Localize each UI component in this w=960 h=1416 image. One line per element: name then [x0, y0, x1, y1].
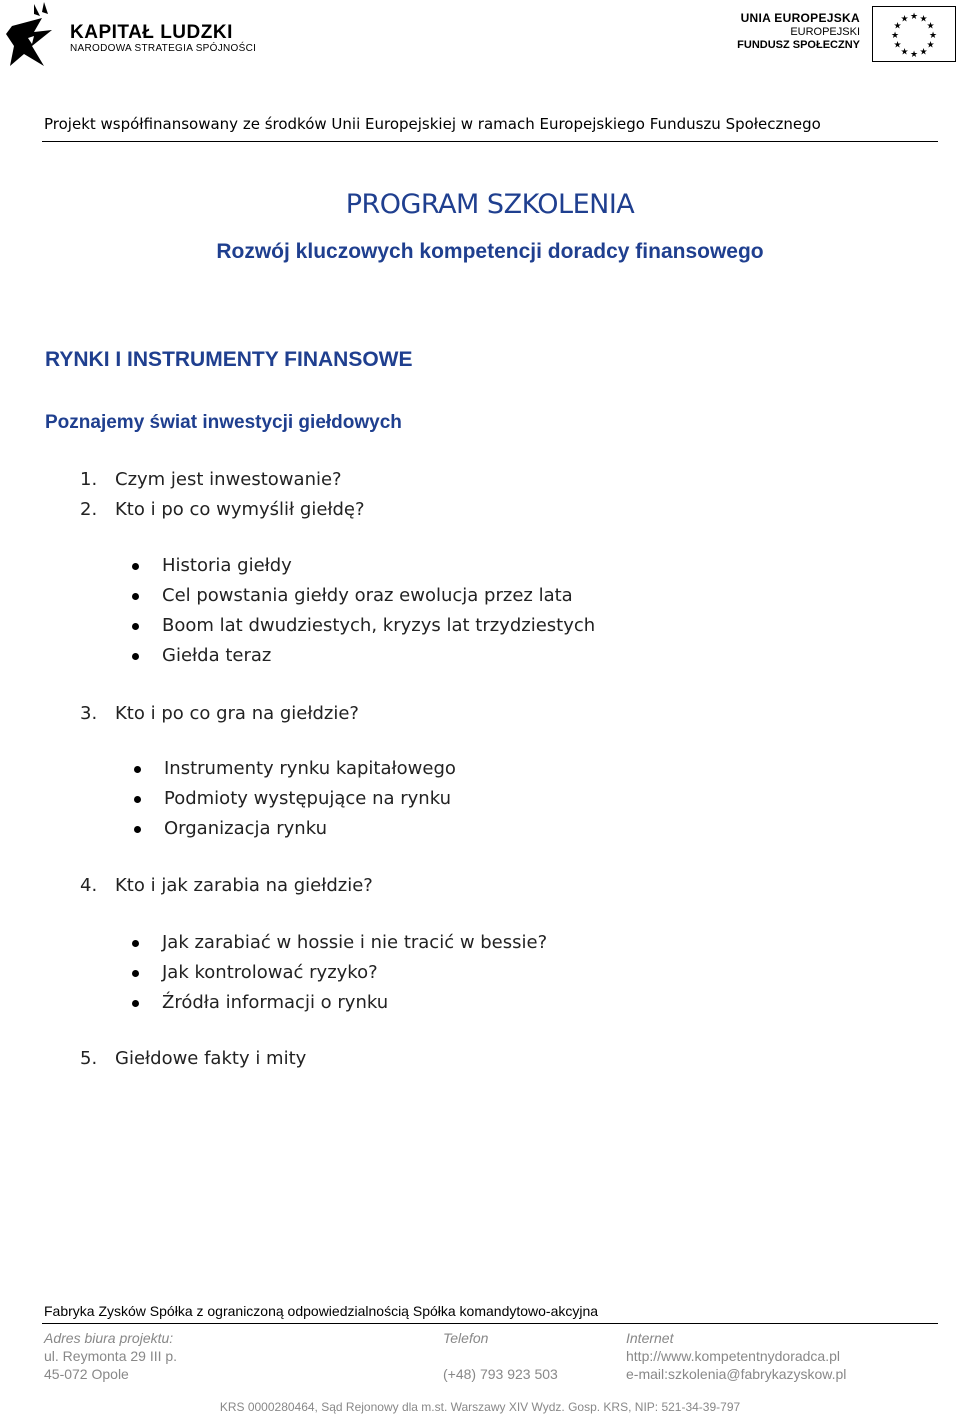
svg-text:★: ★	[890, 31, 900, 41]
item-text: Kto i po co wymyślił giełdę?	[115, 499, 365, 520]
item-number: 4.	[80, 875, 98, 896]
svg-text:★: ★	[900, 47, 909, 58]
bullet-icon	[132, 653, 139, 660]
svg-text:★: ★	[909, 50, 919, 60]
sub-section-heading: Poznajemy świat inwestycji giełdowych	[45, 412, 402, 433]
item-text: Kto i jak zarabia na giełdzie?	[115, 875, 373, 896]
kapital-ludzki-icon	[4, 2, 62, 70]
logo-title: KAPITAŁ LUDZKI	[70, 22, 233, 43]
bullet-icon	[132, 1000, 139, 1007]
svg-text:★: ★	[926, 40, 935, 51]
project-cofinancing-line: Projekt współfinansowany ze środków Unii Europejskiej w ramach Europejskiego Funduszu Społecznego	[44, 115, 821, 133]
bullet-text: Jak kontrolować ryzyko?	[162, 962, 378, 983]
eu-logo-text	[737, 12, 860, 53]
website-link[interactable]: http://www.kompetentnydoradca.pl	[626, 1348, 841, 1364]
address-label: Adres biura projektu:	[44, 1330, 174, 1346]
svg-text:★: ★	[893, 40, 902, 51]
bullet-text: Giełda teraz	[162, 645, 272, 666]
header-divider	[42, 141, 938, 142]
svg-text:★: ★	[919, 47, 928, 58]
item-number: 3.	[80, 703, 98, 724]
address-line-2: 45-072 Opole	[44, 1366, 129, 1382]
item-text: Kto i po co gra na giełdzie?	[115, 703, 359, 724]
item-number: 5.	[80, 1048, 98, 1069]
item-number: 1.	[80, 469, 98, 490]
bullet-text: Boom lat dwudziestych, kryzys lat trzydziestych	[162, 615, 596, 636]
bullet-icon	[132, 970, 139, 977]
footer-internet	[626, 1329, 846, 1383]
kapital-ludzki-logo	[4, 2, 257, 72]
address-line-1: ul. Reymonta 29 III p.	[44, 1348, 178, 1364]
bullet-text: Historia giełdy	[162, 555, 292, 576]
svg-text:★: ★	[919, 14, 928, 25]
bullet-icon	[134, 796, 141, 803]
footer-divider	[42, 1323, 938, 1324]
phone-number: (+48) 793 923 503	[443, 1366, 558, 1382]
item-text: Czym jest inwestowanie?	[115, 469, 342, 490]
bullet-icon	[132, 563, 139, 570]
footer-registration: KRS 0000280464, Sąd Rejonowy dla m.st. Warszawy XIV Wydz. Gosp. KRS, NIP: 521-34-39-797	[219, 1400, 741, 1414]
bullet-icon	[134, 766, 141, 773]
email-link[interactable]: e-mail:szkolenia@fabrykazyskow.pl	[626, 1366, 847, 1382]
bullet-icon	[132, 940, 139, 947]
svg-text:★: ★	[900, 14, 909, 25]
eu-line-1: UNIA EUROPEJSKA	[740, 11, 860, 25]
logo-subtitle: NARODOWA STRATEGIA SPÓJNOŚCI	[70, 43, 257, 54]
bullet-text: Organizacja rynku	[164, 818, 327, 839]
bullet-icon	[132, 593, 139, 600]
svg-text:★: ★	[926, 21, 935, 32]
bullet-text: Źródła informacji o rynku	[162, 992, 389, 1013]
document-title: PROGRAM SZKOLENIA	[345, 189, 635, 220]
item-text: Giełdowe fakty i mity	[115, 1048, 307, 1069]
bullet-text: Jak zarabiać w hossie i nie tracić w bessie?	[162, 932, 548, 953]
internet-label: Internet	[626, 1330, 674, 1346]
svg-text:★: ★	[893, 21, 902, 32]
footer-address	[44, 1329, 177, 1383]
eu-line-3: FUNDUSZ SPOŁECZNY	[737, 39, 860, 51]
bullet-icon	[134, 826, 141, 833]
footer-phone	[443, 1329, 558, 1383]
bullet-text: Podmioty występujące na rynku	[164, 788, 451, 809]
eu-line-2: EUROPEJSKI	[790, 25, 860, 38]
bullet-icon	[132, 623, 139, 630]
svg-text:★: ★	[928, 31, 938, 41]
svg-text:★: ★	[909, 12, 919, 22]
phone-label: Telefon	[443, 1330, 489, 1346]
bullet-text: Instrumenty rynku kapitałowego	[164, 758, 456, 779]
document-subtitle: Rozwój kluczowych kompetencji doradcy finansowego	[216, 240, 764, 263]
eu-flag-icon	[872, 6, 956, 62]
bullet-text: Cel powstania giełdy oraz ewolucja przez lata	[162, 585, 573, 606]
section-heading: RYNKI I INSTRUMENTY FINANSOWE	[45, 348, 413, 371]
footer-company: Fabryka Zysków Spółka z ograniczoną odpowiedzialnością Spółka komandytowo-akcyjna	[44, 1303, 599, 1319]
item-number: 2.	[80, 499, 98, 520]
